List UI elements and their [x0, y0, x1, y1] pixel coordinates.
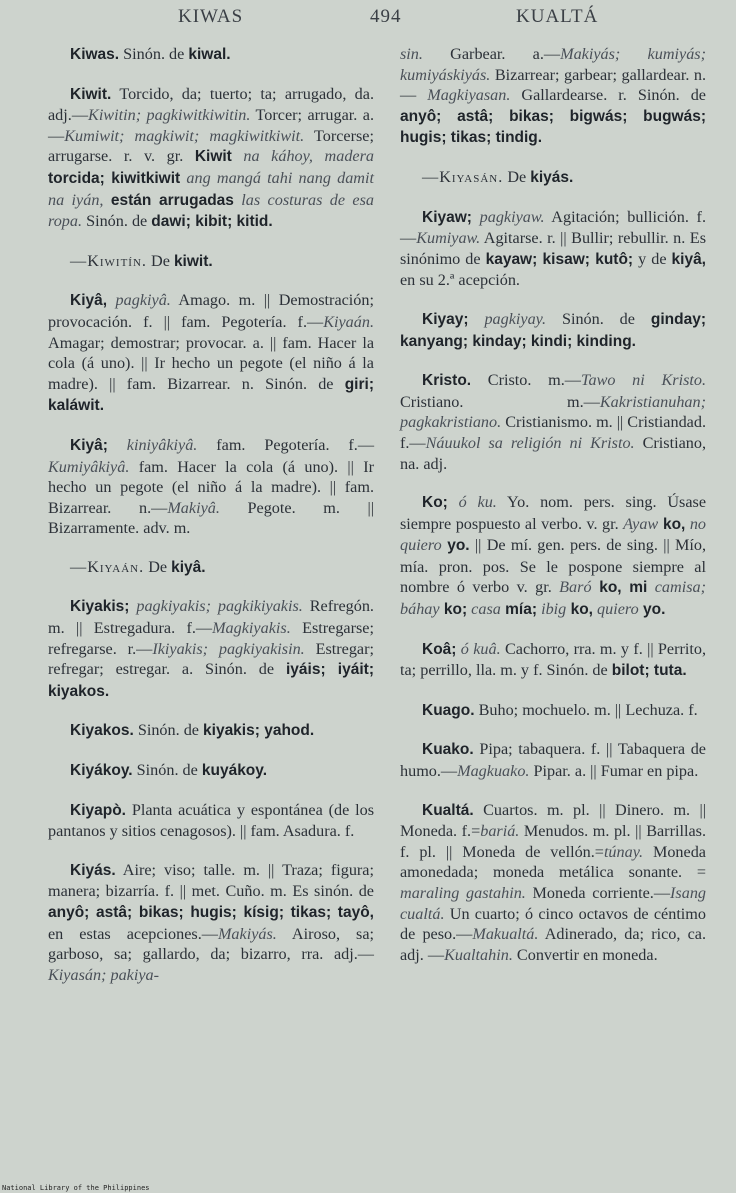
entry-kiya-1: Kiyâ, pagkiyâ. Amago. m. || Demostración; provocación. f. || fam. Pegotería. f.—Kiyaán. Amagar; demostrar; provocar. a. || fam. Hacer la cola (á uno). || Ir hecho un pegote (el niño á la madre). || fam. Bizarrear. n. Sinón. de giri; kaláwit.: [48, 291, 374, 415]
crossref-kiyasan: —Kiyasán. De kiyás.: [422, 167, 574, 186]
entry-kiwit: Kiwit. Torcido, da; tuerto; ta; arrugado, da. adj.—Kiwitin; pagkiwitkiwitin. Torcer; arrugar. a.—Kumiwit; magkiwit; magkiwitkiwit. Torcerse; arrugarse. r. v. gr. Kiwit na káhoy, madera torcida; kiwitkiwit ang mangá tahi nang damit na iyán, están arrugadas las costuras de esa ropa. Sinón. de dawi; kibit; kitid.: [48, 84, 375, 231]
entry-ko: Ko; ó ku. Yo. nom. pers. sing. Úsase siempre pospuesto al verbo. v. gr. Ayaw ko, no quiero yo. || De mí. gen. pers. de sing. || Mío, mía. pron. pos. Se le pospone siempre al nombre ó verbo v. gr. Baró ko, mi camisa; báhay ko; casa mía; ibig ko, quiero yo.: [400, 493, 707, 619]
entry-kristo: Kristo. Cristo. m.—Tawo ni Kristo. Cristiano. m.—Kakristianuhan; pagkakristiano. Cristianismo. m. || Cristiandad. f.—Náuukol sa religión ni Kristo. Cristiano, na. adj.: [400, 371, 707, 473]
entry-kiyapo: Kiyapò. Planta acuática y espontánea (de los pantanos y sitios cenagosos). || fam. Asadura. f.: [48, 800, 374, 841]
library-footer: National Library of the Philippines: [2, 1184, 150, 1192]
entry-kiyay: Kiyay; pagkiyay. Sinón. de ginday; kanyang; kinday; kindi; kinding.: [400, 309, 706, 350]
entry-kiyas-continued: sin. Garbear. a.—Makiyás; kumiyás; kumiyáskiyás. Bizarrear; garbear; gallardear. n. — Magkiyasan. Gallardearse. r. Sinón. de anyô; astâ; bikas; bigwás; bugwás; hugis; tikas; tindig.: [400, 45, 706, 147]
entry-kiyaw: Kiyaw; pagkiyaw. Agitación; bullición. f.—Kumiyaw. Agitarse. r. || Bullir; rebullir. n. Es sinónimo de kayaw; kisaw; kutô; y de kiyâ, en su 2.ª acepción.: [400, 207, 706, 290]
entry-kiwas: Kiwas. Sinón. de kiwal.: [70, 45, 231, 63]
entry-kuago: Kuago. Buho; mochuelo. m. || Lechuza. f.: [422, 700, 698, 719]
entry-kiyakos: Kiyakos. Sinón. de kiyakis; yahod.: [70, 721, 315, 740]
right-column: [400, 44, 706, 983]
entry-kiyakis: Kiyakis; pagkiyakis; pagkikiyakis. Refregón. m. || Estregadura. f.—Magkiyakis. Estregarse; refregarse. r.—Ikiyakis; pagkiyakisin. Estregar; refregar; estregar. a. Sinón. de iyáis; iyáit; kiyakos.: [48, 597, 374, 700]
entry-kualta: Kualtá. Cuartos. m. pl. || Dinero. m. || Moneda. f.=bariá. Menudos. m. pl. || Barrillas. f. pl. || Moneda de vellón.=túnay. Moneda amonedada; moneda metálica sonante. = maraling gastahin. Moneda corriente.—Isang cualtá. Un cuarto; ó cinco octavos de céntimo de peso.—Makualtá. Adinerado, da; rico, ca. adj. —Kualtahin. Convertir en moneda.: [400, 800, 707, 964]
entry-kiya-2: Kiyâ; kiniyâkiyâ. fam. Pegotería. f.—Kumiyâkiyâ. fam. Hacer la cola (á uno). || Ir hecho un pegote (el niño á la madre). || fam. Bizarrear. n.—Makiyâ. Pegote. m. || Bizarramente. adv. m.: [48, 435, 375, 538]
entry-kiyakoy: Kiyákoy. Sinón. de kuyákoy.: [70, 761, 268, 780]
entry-koa: Koâ; ó kuâ. Cachorro, rra. m. y f. || Perrito, ta; perrillo, lla. m. y f. Sinón. de bilot; tuta.: [400, 639, 707, 680]
running-head-right: KUALTÁ: [516, 6, 599, 27]
page-number: 494: [370, 6, 402, 27]
crossref-kiyaan: —Kiyaán. De kiyâ.: [70, 557, 206, 576]
left-column: [48, 44, 374, 1003]
crossref-kiwitin: —Kiwitín. De kiwit.: [70, 251, 213, 270]
entry-kuako: Kuako. Pipa; tabaquera. f. || Tabaquera de humo.—Magkuako. Pipar. a. || Fumar en pipa.: [400, 740, 706, 781]
entry-kiyas: Kiyás. Aire; viso; talle. m. || Traza; figura; manera; bizarría. f. || met. Cuño. m. Es sinón. de anyô; astâ; bikas; hugis; kísig; tikas; tayô, en estas acepciones.—Makiyás. Airoso, sa; garboso, sa; gallardo, da; bizarro, rra. adj.—Kiyasán; pakiya-: [48, 860, 375, 984]
running-head-left: KIWAS: [178, 6, 244, 27]
